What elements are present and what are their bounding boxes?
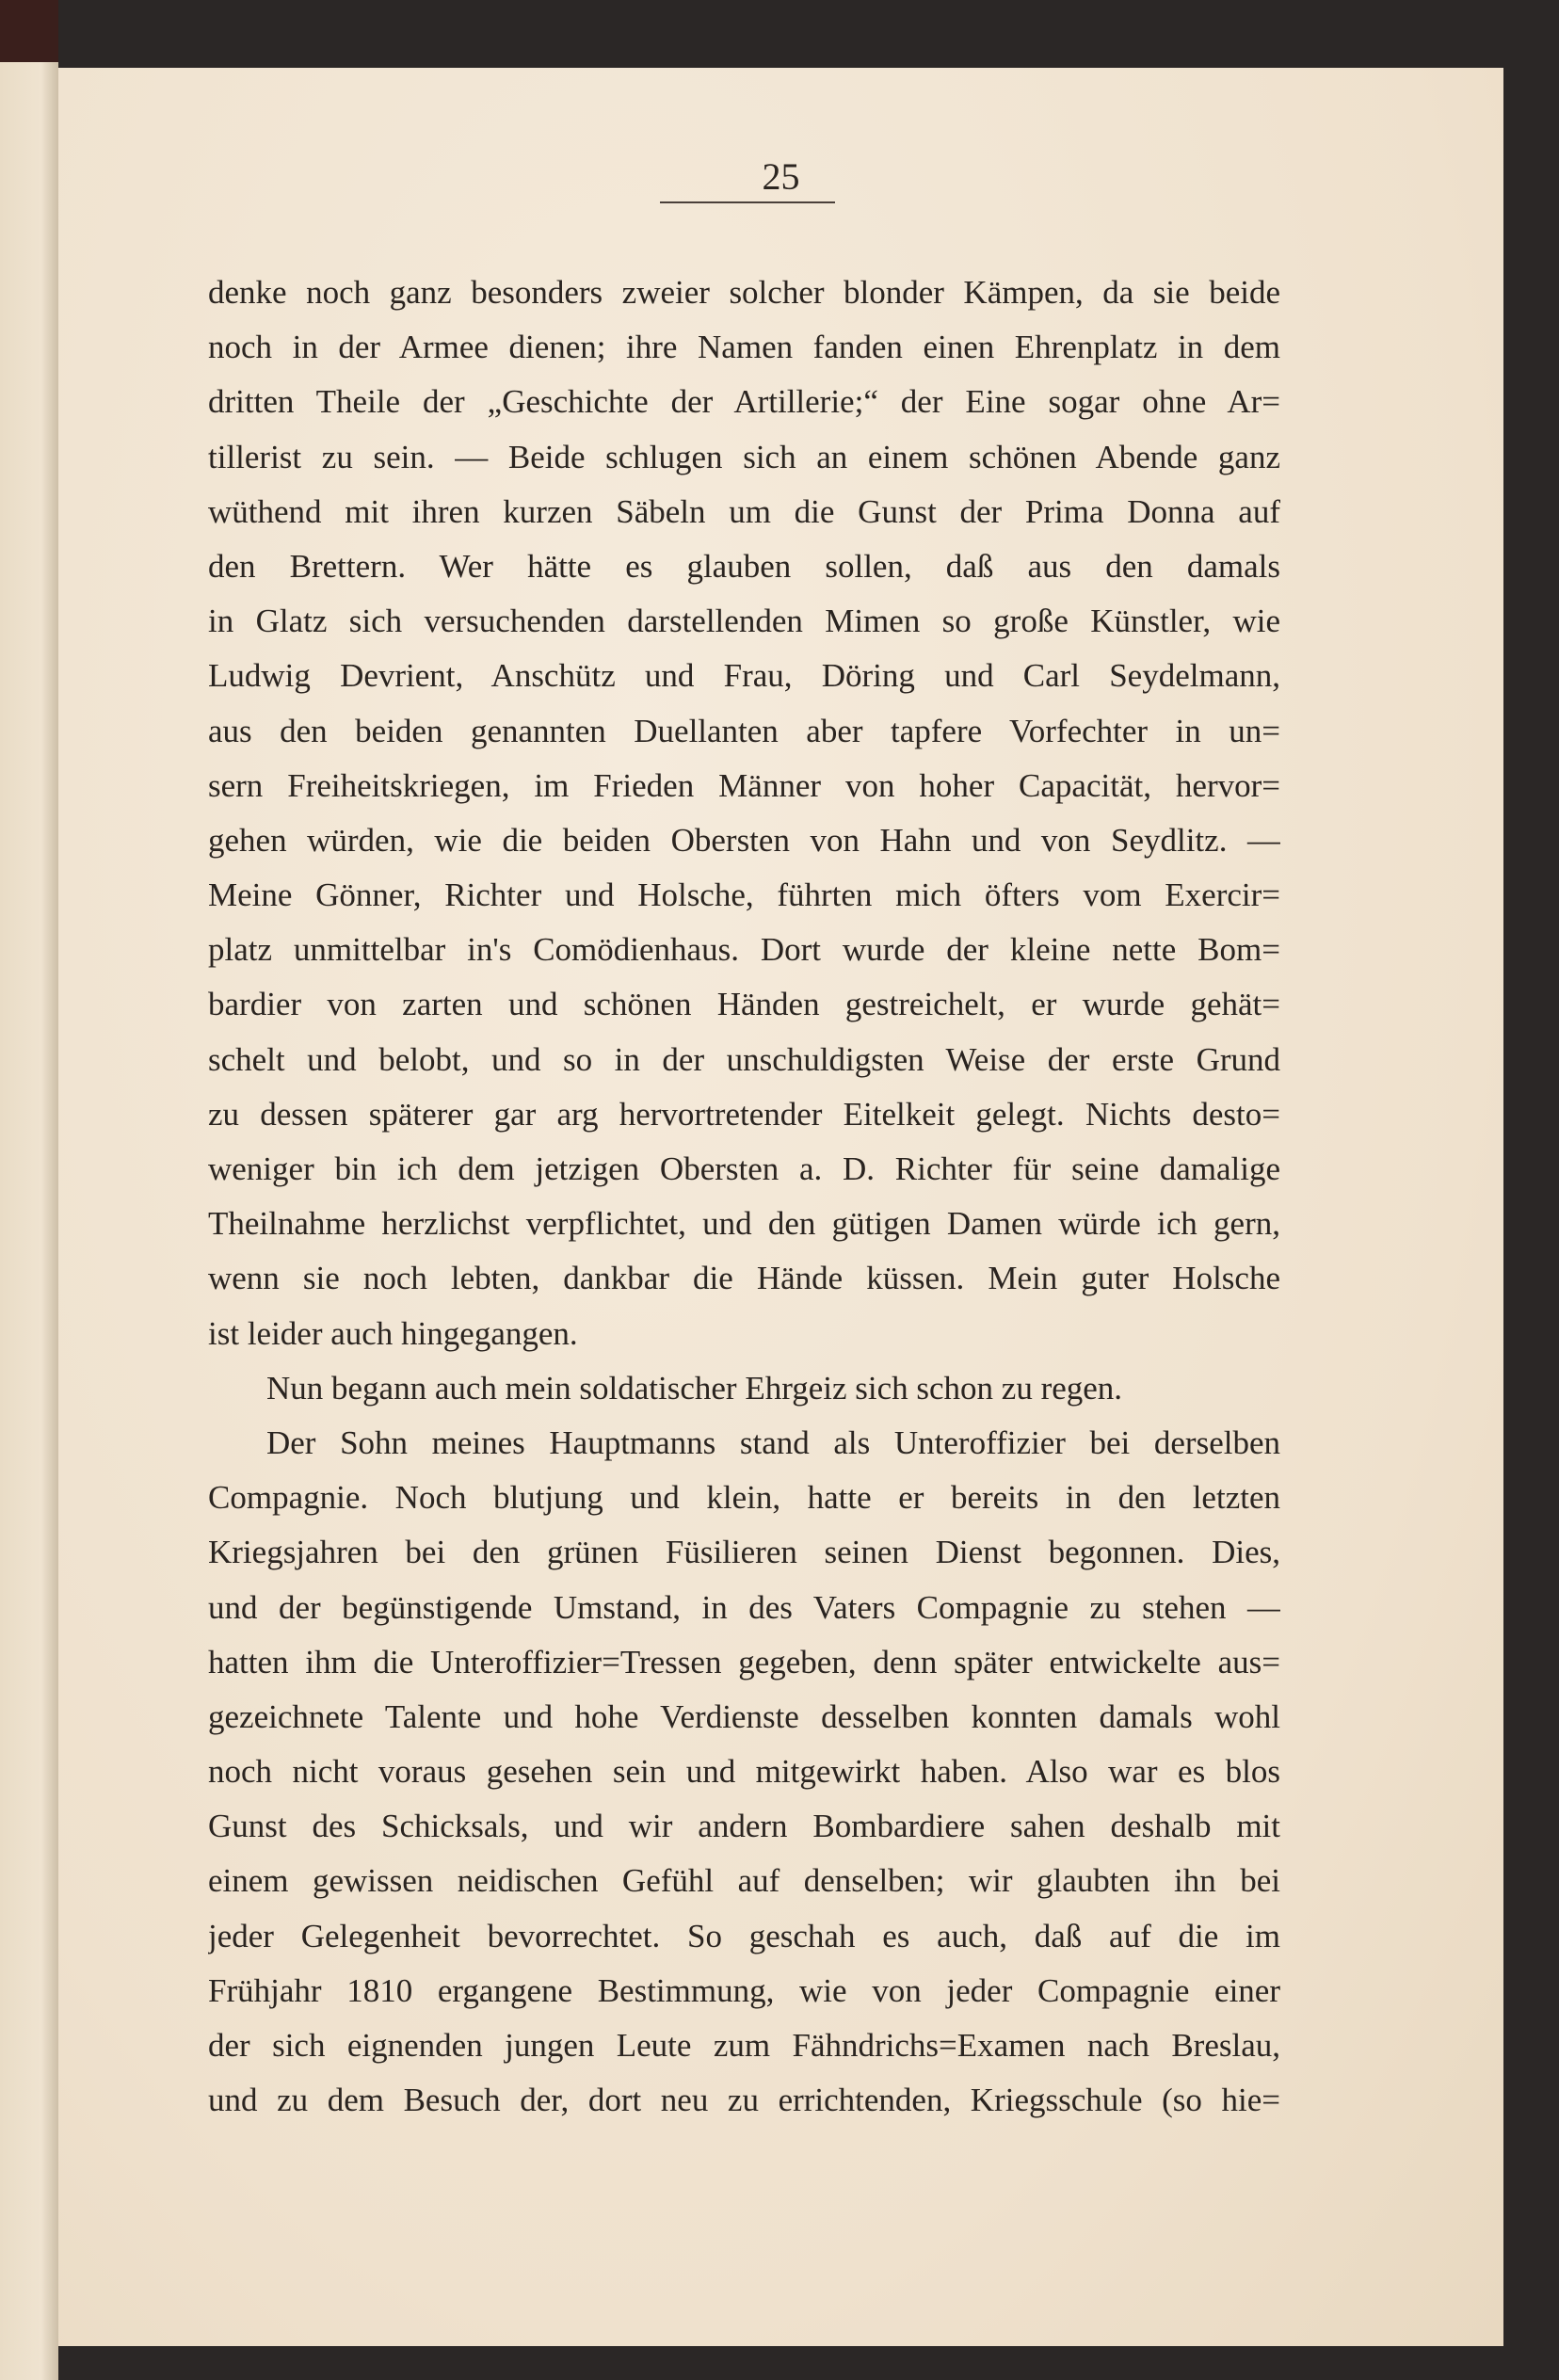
text-line: Kriegsjahren bei den grünen Füsilieren seinen Dienst begonnen. Dies,: [208, 1534, 1280, 1571]
page-number: 25: [762, 155, 800, 198]
text-line: hatten ihm die Unteroffizier=Tressen gegeben, denn später entwickelte aus=: [208, 1643, 1280, 1680]
text-line: der sich eignenden jungen Leute zum Fähndrichs=Examen nach Breslau,: [208, 2027, 1280, 2064]
text-line: tillerist zu sein. — Beide schlugen sich an einem schönen Abende ganz: [208, 438, 1280, 475]
text-line: den Brettern. Wer hätte es glauben sollen, daß aus den damals: [208, 547, 1280, 585]
text-line: gezeichnete Talente und hohe Verdienste desselben konnten damals wohl: [208, 1697, 1280, 1735]
text-line: aus den beiden genannten Duellanten aber tapfere Vorfechter in un=: [208, 712, 1280, 749]
text-line: zu dessen späterer gar arg hervortretender Eitelkeit gelegt. Nichts desto=: [208, 1095, 1280, 1133]
text-line: wüthend mit ihren kurzen Säbeln um die Gunst der Prima Donna auf: [208, 492, 1280, 530]
text-line: ist leider auch hingegangen.: [208, 1314, 578, 1352]
book-binding: [0, 0, 58, 66]
text-line: jeder Gelegenheit bevorrechtet. So geschah es auch, daß auf die im: [208, 1917, 1280, 1954]
text-line: sern Freiheitskriegen, im Frieden Männer von hoher Capacität, hervor=: [208, 766, 1280, 804]
body-text: [208, 265, 1280, 2128]
text-line: Der Sohn meines Hauptmanns stand als Unteroffizier bei derselben: [266, 1423, 1280, 1461]
text-line: weniger bin ich dem jetzigen Obersten a. D. Richter für seine damalige: [208, 1150, 1280, 1187]
text-line: gehen würden, wie die beiden Obersten von Hahn und von Seydlitz. —: [208, 821, 1280, 859]
text-line: schelt und belobt, und so in der unschuldigsten Weise der erste Grund: [208, 1040, 1280, 1078]
text-line: Frühjahr 1810 ergangene Bestimmung, wie von jeder Compagnie einer: [208, 1971, 1280, 2009]
text-line: und der begünstigende Umstand, in des Vaters Compagnie zu stehen —: [208, 1588, 1280, 1626]
text-line: noch in der Armee dienen; ihre Namen fanden einen Ehrenplatz in dem: [208, 329, 1280, 366]
text-line: Ludwig Devrient, Anschütz und Frau, Döring und Carl Seydelmann,: [208, 657, 1280, 695]
text-line: in Glatz sich versuchenden darstellenden Mimen so große Künstler, wie: [208, 603, 1280, 640]
text-line: noch nicht voraus gesehen sein und mitgewirkt haben. Also war es blos: [208, 1753, 1280, 1791]
text-line: Meine Gönner, Richter und Holsche, führten mich öfters vom Exercir=: [208, 876, 1280, 914]
text-line: Theilnahme herzlichst verpflichtet, und den gütigen Damen würde ich gern,: [208, 1205, 1280, 1243]
book-page: [58, 68, 1503, 2346]
text-line: Gunst des Schicksals, und wir andern Bombardiere sahen deshalb mit: [208, 1808, 1280, 1845]
text-line: platz unmittelbar in's Comödienhaus. Dort wurde der kleine nette Bom=: [208, 931, 1280, 969]
text-line: wenn sie noch lebten, dankbar die Hände küssen. Mein guter Holsche: [208, 1260, 1280, 1297]
text-line: dritten Theile der „Geschichte der Artillerie;“ der Eine sogar ohne Ar=: [208, 383, 1280, 421]
text-line: und zu dem Besuch der, dort neu zu errichtenden, Kriegsschule (so hie=: [208, 2082, 1280, 2119]
header-rule: [660, 201, 835, 203]
text-line: Compagnie. Noch blutjung und klein, hatte er bereits in den letzten: [208, 1479, 1280, 1517]
text-line: Nun begann auch mein soldatischer Ehrgeiz sich schon zu regen.: [266, 1369, 1123, 1407]
text-line: einem gewissen neidischen Gefühl auf denselben; wir glaubten ihn bei: [208, 1862, 1280, 1900]
text-line: bardier von zarten und schönen Händen gestreichelt, er wurde gehät=: [208, 986, 1280, 1023]
text-line: denke noch ganz besonders zweier solcher blonder Kämpen, da sie beide: [208, 274, 1280, 311]
left-page-edge: [0, 62, 58, 2380]
